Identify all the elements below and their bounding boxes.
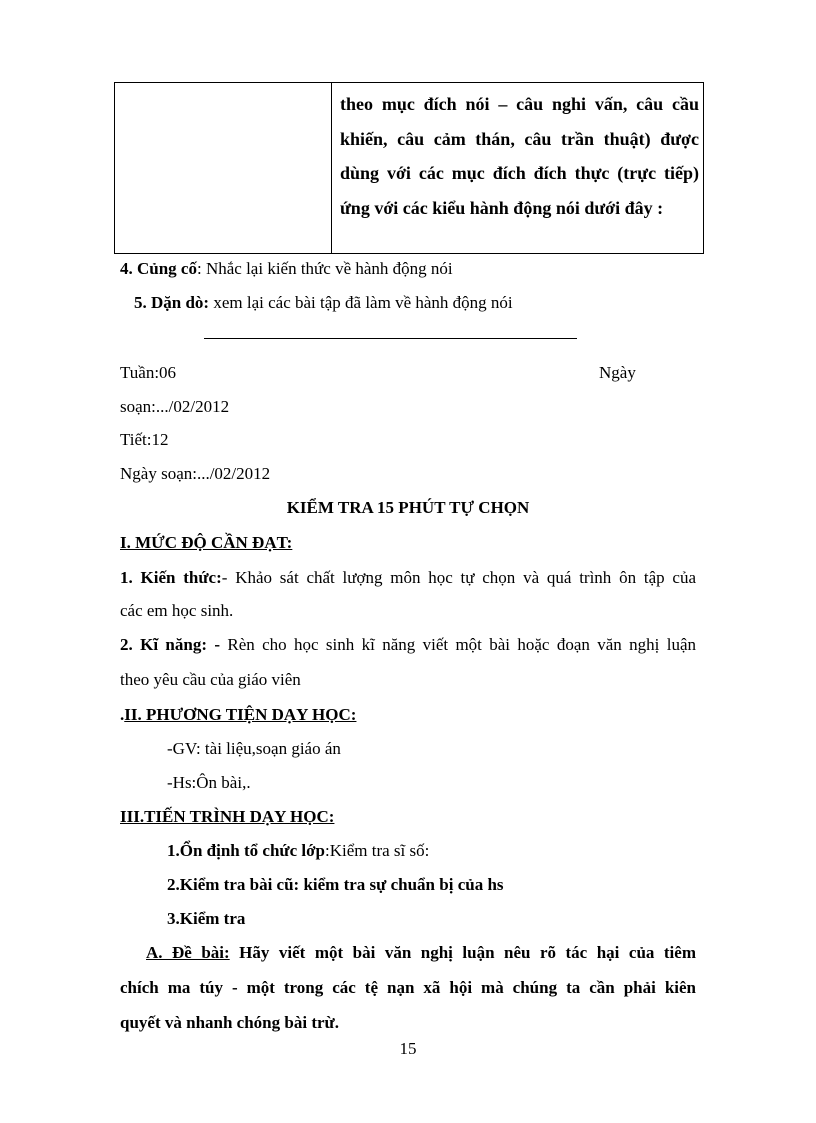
hs-line: -Hs:Ôn bài,. [167, 773, 251, 792]
table-left-cell [115, 83, 332, 253]
table-line: ứng với các kiểu hành động nói dưới đây : [340, 197, 664, 218]
de-bai-line-1 [146, 944, 696, 961]
de-bai-text: Hãy viết một bài văn nghị luận nêu rõ tác hại của tiêm [229, 943, 696, 962]
cung-co-text: : Nhắc lại kiến thức về hành động nói [196, 259, 453, 278]
table-line: khiến, câu cảm thán, câu trần thuật) được [340, 128, 699, 149]
page-number: 15 [399, 1039, 417, 1058]
kien-thuc-line-2: các em học sinh. [120, 601, 234, 620]
de-bai-line-3: quyết và nhanh chóng bài trừ. [120, 1013, 339, 1032]
on-dinh-line [167, 842, 429, 859]
gv-line: -GV: tài liệu,soạn giáo án [167, 739, 341, 758]
ki-nang-text: Rèn cho học sinh kĩ năng viết một bài hoặc đoạn văn nghị luận [220, 635, 696, 654]
on-dinh-text: :Kiểm tra sĩ số: [325, 841, 430, 860]
ngay-label: Ngày [599, 363, 636, 382]
kien-thuc-line-1 [120, 569, 696, 586]
section-3-heading: III.TIẾN TRÌNH DẠY HỌC: [120, 807, 335, 826]
tuan: Tuần:06 [120, 363, 177, 382]
ngay-soan: Ngày soạn:.../02/2012 [120, 464, 271, 483]
kien-thuc-text: - Khảo sát chất lượng môn học tự chọn và quá trình ôn tập của [221, 568, 696, 587]
ki-nang-line-1 [120, 636, 696, 653]
de-bai-label: A. Đề bài: [146, 943, 230, 962]
ki-nang-label: 2. Kĩ năng: - [120, 635, 221, 654]
table-line: theo mục đích nói – câu nghi vấn, câu cầu [340, 94, 699, 114]
ki-nang-line-2: theo yêu cầu của giáo viên [120, 670, 301, 689]
kiem-tra: 3.Kiểm tra [167, 909, 246, 928]
page-title: KIỂM TRA 15 PHÚT TỰ CHỌN [286, 498, 530, 517]
soan-date: soạn:.../02/2012 [120, 397, 230, 416]
lesson-table [114, 82, 704, 254]
dan-do-line [134, 294, 513, 311]
section-2-heading-line [120, 706, 356, 723]
divider-line [204, 338, 577, 339]
section-1-heading: I. MỨC ĐỘ CẦN ĐẠT: [120, 533, 293, 552]
de-bai-line-2: chích ma túy - một trong các tệ nạn xã hội mà chúng ta cần phải kiên [120, 978, 696, 997]
kiem-tra-bai-cu: 2.Kiểm tra bài cũ: kiểm tra sự chuẩn bị của hs [167, 875, 504, 894]
table-line: dùng với các mục đích đích thực (trực tiếp) [340, 163, 699, 183]
dan-do-label: 5. Dặn dò: [134, 293, 210, 312]
dan-do-text: xem lại các bài tập đã làm về hành động nói [209, 293, 513, 312]
section-2-prefix: . [120, 705, 125, 724]
table-right-cell [340, 87, 699, 225]
tiet: Tiết:12 [120, 430, 169, 449]
on-dinh-label: 1.Ổn định tổ chức lớp [167, 841, 326, 860]
section-2-heading: II. PHƯƠNG TIỆN DẠY HỌC: [124, 705, 357, 724]
cung-co-label: 4. Củng cố [120, 259, 197, 278]
cung-co-line [120, 260, 453, 277]
kien-thuc-label: 1. Kiến thức: [120, 568, 222, 587]
